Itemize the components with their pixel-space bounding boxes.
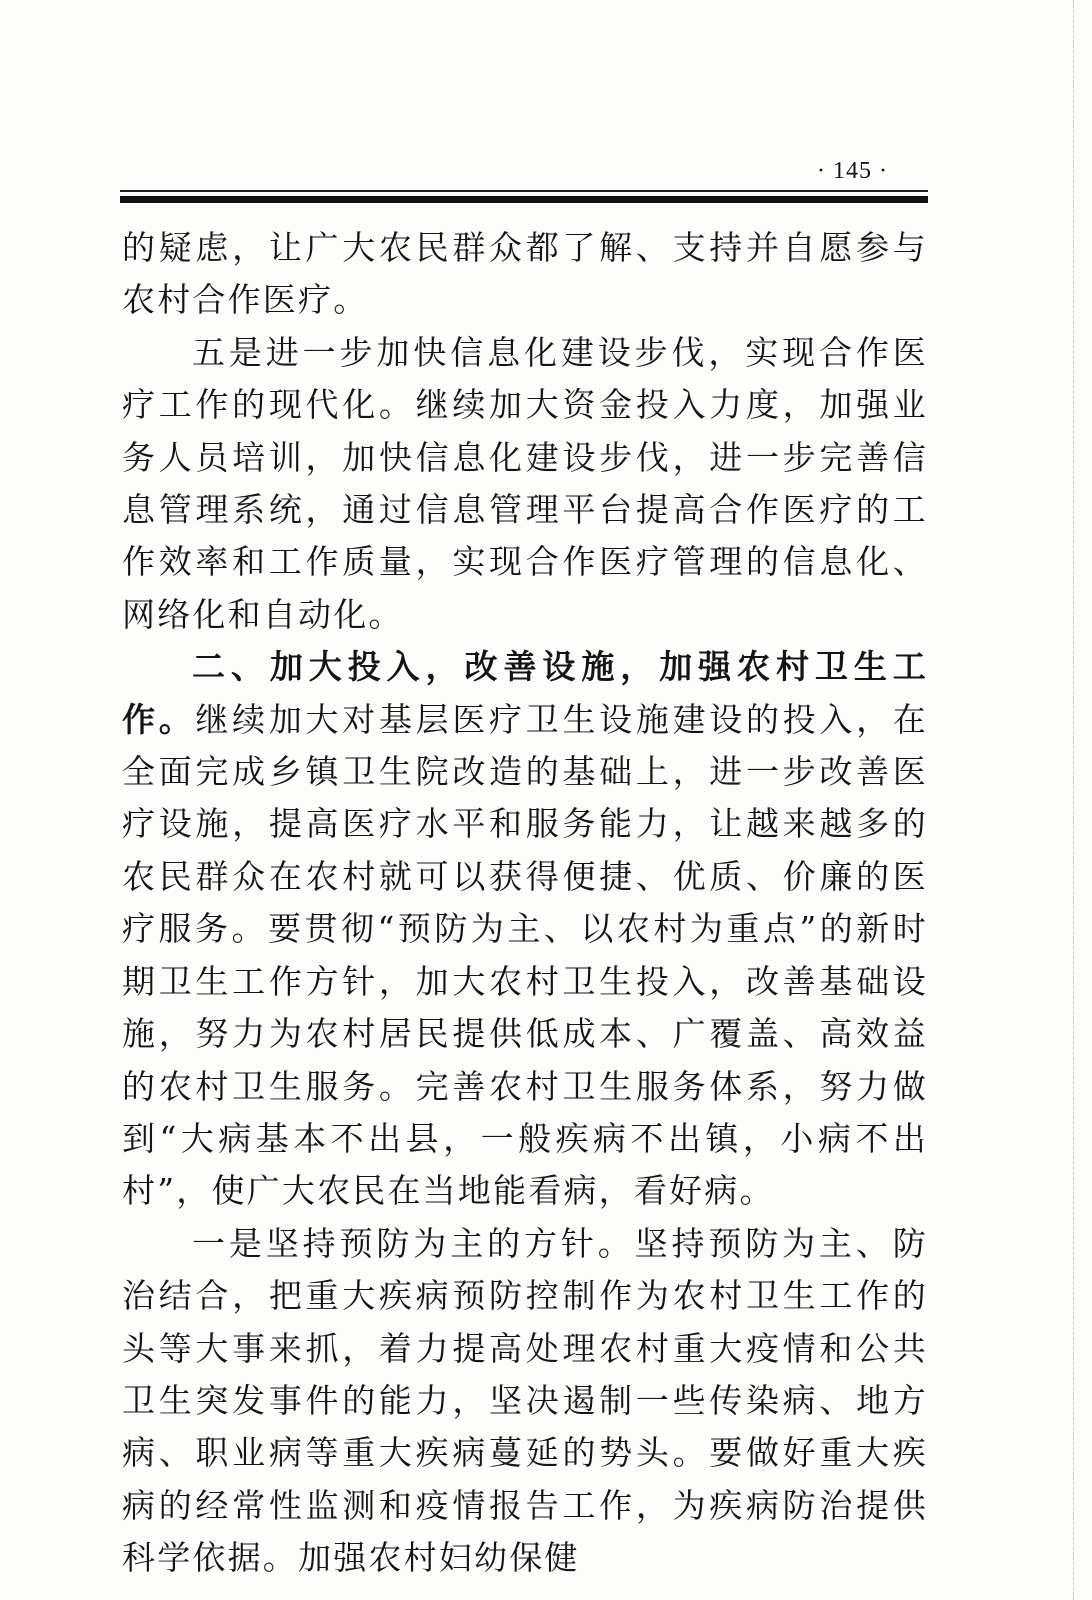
page-number: · 145 · bbox=[817, 158, 888, 184]
header-rule-thick bbox=[120, 196, 928, 203]
section-heading: 二、加大投入，改善设施，加强农村卫生工作。 bbox=[122, 647, 928, 739]
paragraph-section-two bbox=[122, 641, 928, 1217]
paragraph-informatization: 五是进一步加快信息化建设步伐，实现合作医疗工作的现代化。继续加大资金投入力度，加强业务人员培训，加快信息化建设步伐，进一步完善信息管理系统，通过信息管理平台提高合作医疗的工作效率和工作质量，实现合作医疗管理的信息化、网络化和自动化。 bbox=[122, 332, 928, 634]
header-rule-thin bbox=[120, 190, 928, 192]
body-text bbox=[122, 222, 928, 1585]
page-header bbox=[120, 150, 928, 210]
page-edge-divider bbox=[1073, 0, 1074, 1600]
paragraph-prevention: 一是坚持预防为主的方针。坚持预防为主、防治结合，把重大疾病预防控制作为农村卫生工作的头等大事来抓，着力提高处理农村重大疫情和公共卫生突发事件的能力，坚决遏制一些传染病、地方病、职业病等重大疾病蔓延的势头。要做好重大疾病的经常性监测和疫情报告工作，为疾病防治提供科学依据。加强农村妇幼保健 bbox=[122, 1223, 928, 1578]
paragraph-continuation: 的疑虑，让广大农民群众都了解、支持并自愿参与农村合作医疗。 bbox=[122, 228, 928, 320]
section-two-body: 继续加大对基层医疗卫生设施建设的投入，在全面完成乡镇卫生院改造的基础上，进一步改善医疗设施，提高医疗水平和服务能力，让越来越多的农民群众在农村就可以获得便捷、优质、价廉的医疗服务。要贯彻“预防为主、以农村为重点”的新时期卫生工作方针，加大农村卫生投入，改善基础设施，努力为农村居民提供低成本、广覆盖、高效益的农村卫生服务。完善农村卫生服务体系，努力做到“大病基本不出县，一般疾病不出镇，小病不出村”，使广大农民在当地能看病，看好病。 bbox=[122, 699, 929, 1211]
